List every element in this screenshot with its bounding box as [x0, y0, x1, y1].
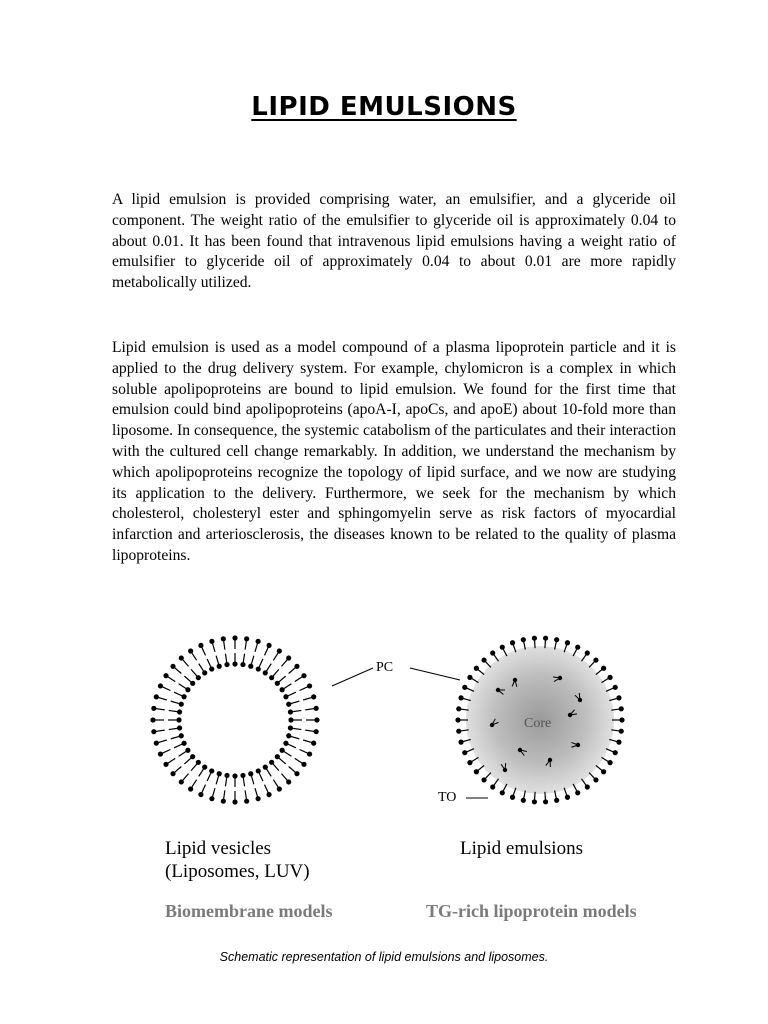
pc-pointer-right — [410, 668, 460, 680]
figure-caption: Schematic representation of lipid emulsions and liposomes. — [219, 950, 549, 964]
document-title: LIPID EMULSIONS — [251, 92, 517, 122]
liposome-diagram — [150, 635, 319, 804]
liposome-title-line2: (Liposomes, LUV) — [165, 861, 310, 882]
tg-rich-models-label: TG-rich lipoprotein models — [426, 901, 637, 921]
core-label: Core — [524, 716, 552, 731]
paragraph-intro: A lipid emulsion is provided comprising water, an emulsifier, and a glyceride oil component. The weight ratio of the emulsifier to glyceride oil is approximately 0.04 to about 0.01. It has been found that intravenous lipid emulsions having a weight ratio of emulsifier to glyceride oil of approximately 0.04 to about 0.01 are more rapidly metabolically utilized. — [112, 191, 676, 292]
liposome-title-line1: Lipid vesicles — [165, 838, 272, 859]
biomembrane-models-label: Biomembrane models — [165, 901, 333, 921]
to-label: TO — [438, 790, 457, 805]
pc-pointer-left — [332, 668, 373, 686]
pc-label: PC — [376, 660, 394, 675]
emulsion-title: Lipid emulsions — [460, 838, 583, 859]
lipid-figure — [140, 628, 640, 948]
lipid-diagram — [140, 628, 640, 948]
liposome-title — [165, 837, 310, 883]
paragraph-body: Lipid emulsion is used as a model compound of a plasma lipoprotein particle and it is applied to the drug delivery system. For example, chylomicron is a complex in which soluble apolipoproteins are bound to lipid emulsion. We found for the first time that emulsion could bind apolipoproteins (apoA-I, apoCs, and apoE) about 10-fold more than liposome. In consequence, the systemic catabolism of the particulates and their interaction with the cultured cell change remarkably. In addition, we understand the mechanism by which apolipoproteins recognize the topology of lipid surface, and we now are studying its application to the delivery. Furthermore, we seek for the mechanism by which cholesterol, cholesteryl ester and sphingomyelin serve as risk factors of myocardial infarction and arteriosclerosis, the diseases known to be related to the quality of plasma lipoproteins. — [112, 339, 676, 564]
